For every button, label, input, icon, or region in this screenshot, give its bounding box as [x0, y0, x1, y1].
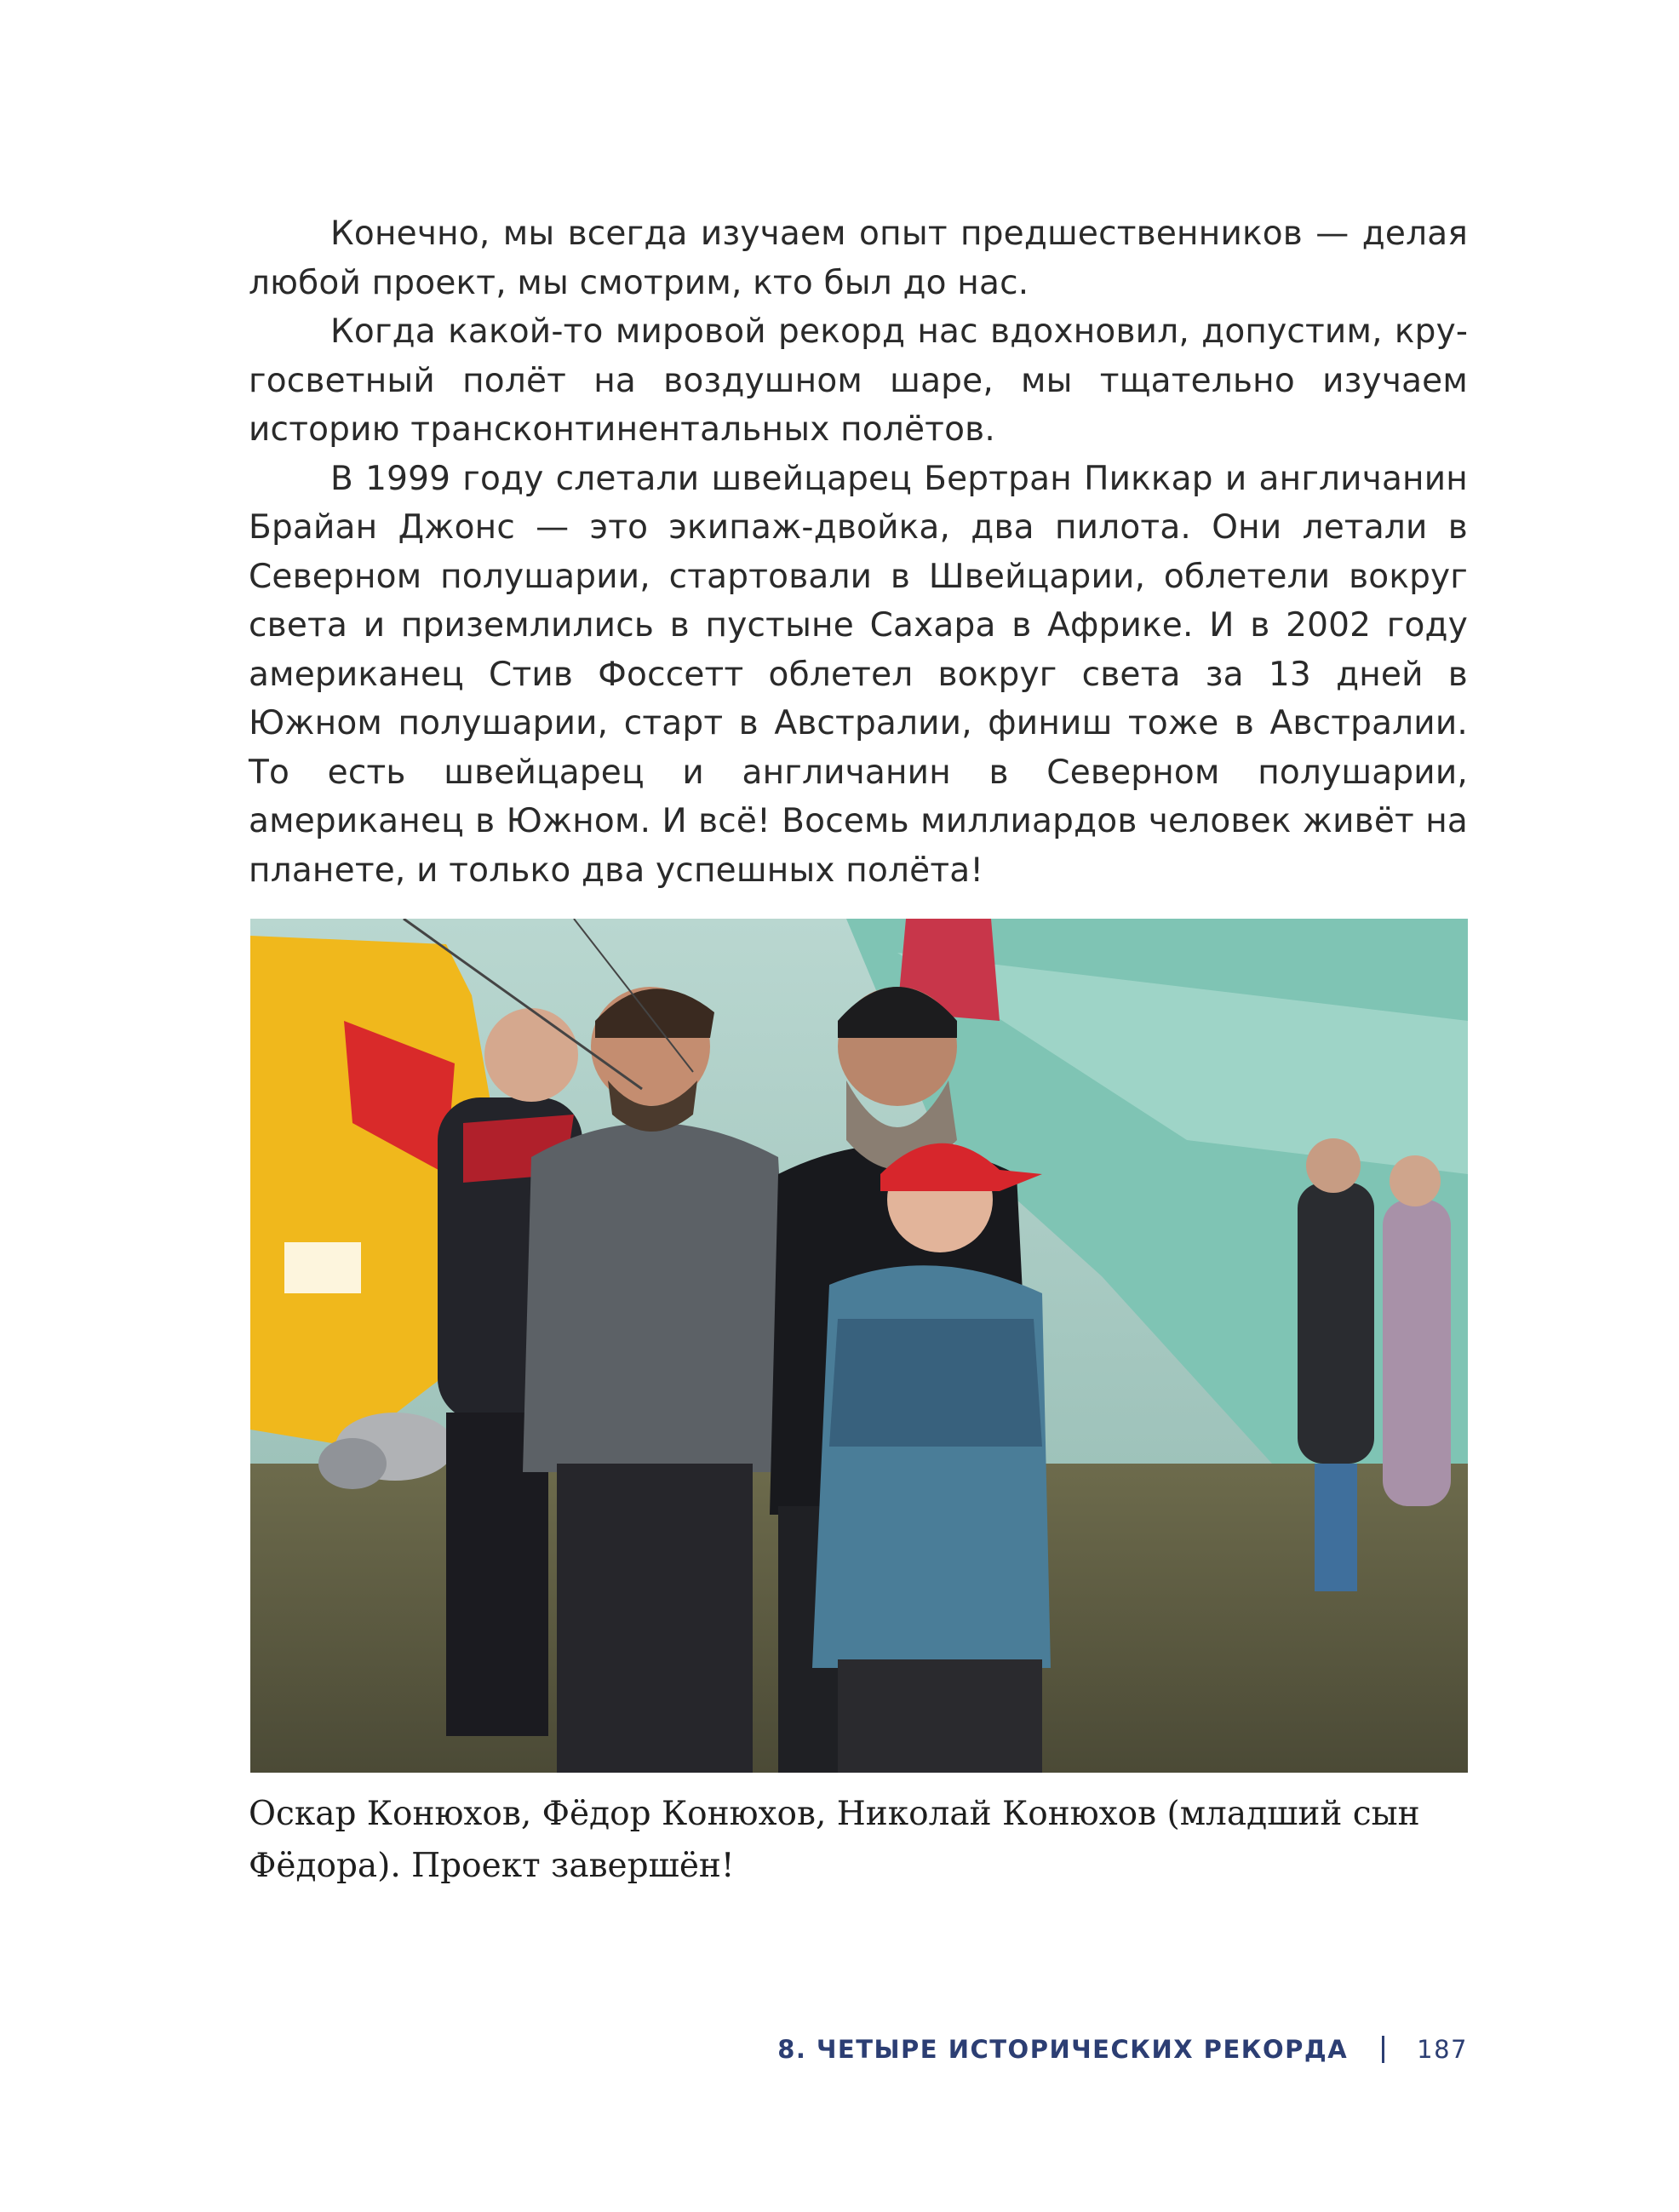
running-footer: [777, 2035, 1468, 2064]
paragraph-1: Конечно, мы всегда изучаем опыт предшественников — делая любой проект, мы смотрим, кто был до нас.: [249, 215, 1468, 302]
footer-divider: [1382, 2036, 1384, 2063]
page-number: 187: [1417, 2035, 1468, 2064]
photo-konyukhov-family: [250, 919, 1468, 1773]
chapter-title: 8. ЧЕТЫРЕ ИСТОРИЧЕСКИХ РЕКОРДА: [777, 2035, 1349, 2064]
paragraph-2: Когда какой-то мировой рекорд нас вдохновил, допустим, кругосветный полёт на воздушном шаре, мы тщательно изучаем историю трансконтинентальных полётов.: [249, 312, 1468, 449]
photo-caption: Оскар Конюхов, Фёдор Конюхов, Николай Конюхов (младший сын Фёдора). Проект завершён!: [249, 1795, 1420, 1885]
paragraph-3: В 1999 году слетали швейцарец Бертран Пиккар и англичанин Брайан Джонс — это экипаж-двойка, два пилота. Они летали в Северном полушарии, стартовали в Швейцарии, облетели вокруг света и приземлились в пустыне Сахара в Африке. И в 2002 году американец Стив Фоссетт облетел вокруг света за 13 дней в Южном полушарии, старт в Австралии, финиш тоже в Австралии. То есть швейцарец и англичанин в Северном полушарии, американец в Южном. И всё! Восемь миллиардов человек живёт на планете, и только два успешных полёта!: [249, 459, 1468, 890]
body-text: [249, 209, 1468, 895]
